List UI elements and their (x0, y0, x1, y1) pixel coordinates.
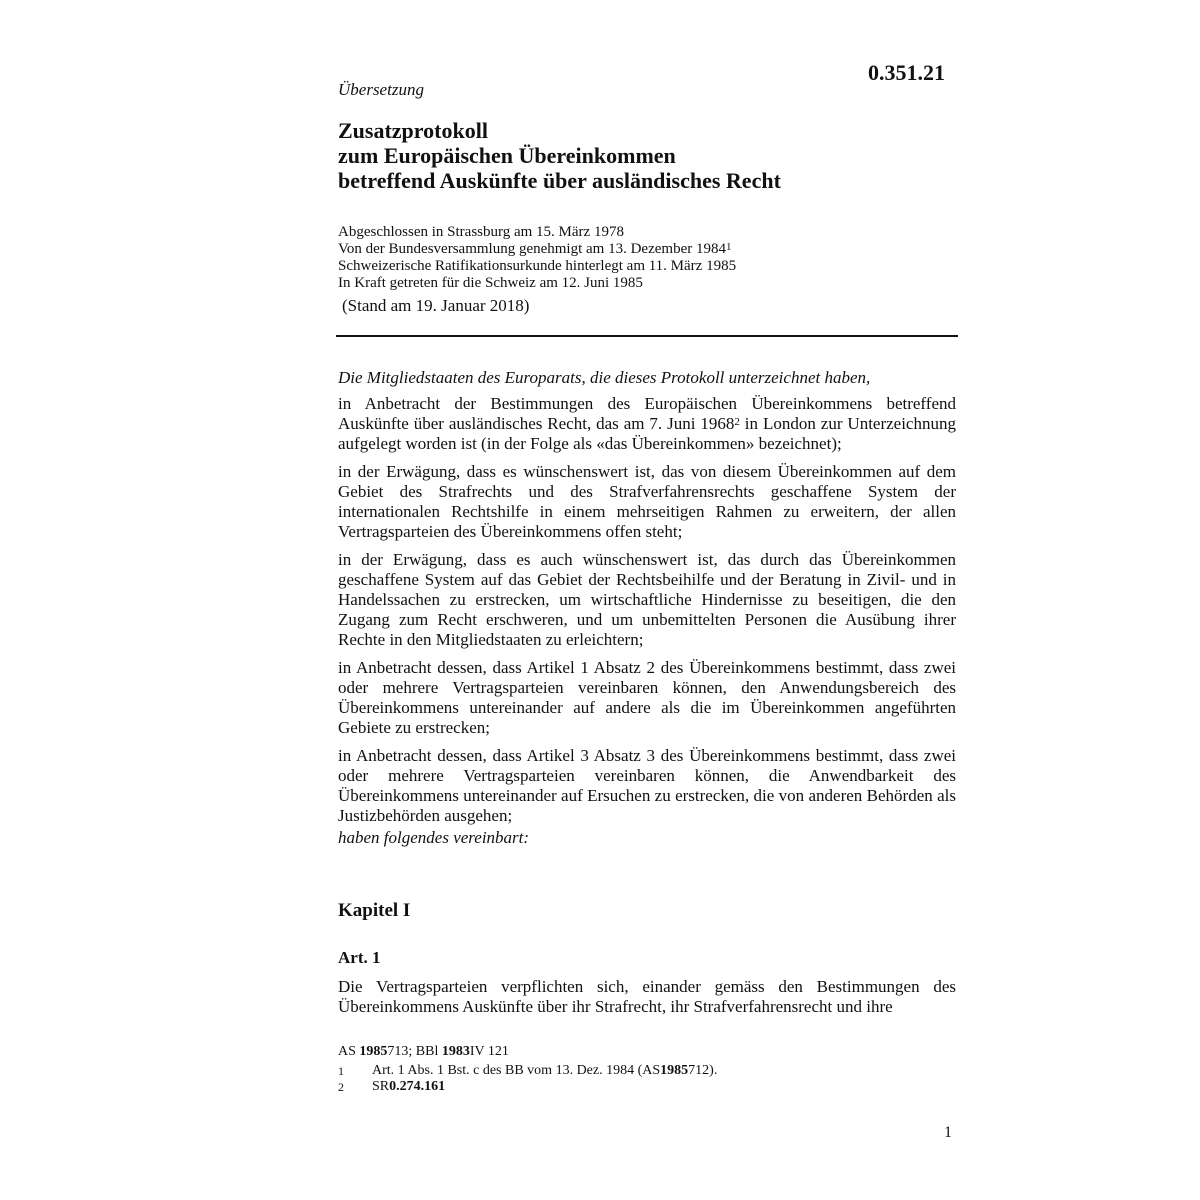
preamble-intro: Die Mitgliedstaaten des Europarats, die dieses Protokoll unterzeichnet haben, (338, 368, 871, 387)
sr-link[interactable]: 0.274.161 (389, 1079, 446, 1094)
as-reference: AS 1985 713; BBl 1983 IV 121 (338, 1044, 509, 1059)
article-heading: Art. 1 (338, 948, 381, 967)
preamble-paragraph-5: in Anbetracht dessen, dass Artikel 3 Absatz 3 des Übereinkommens bestimmt, dass zwei oder mehrere Vertragsparteien vereinbaren können, die Anwendbarkeit des Übereinkommens untereinander auf Ersuchen zu erstrecken, die von anderen Behörden als Justizbehörden ausgehen; (338, 746, 956, 825)
preamble-paragraph-4: in Anbetracht dessen, dass Artikel 1 Absatz 2 des Übereinkommens bestimmt, dass zwei oder mehrere Vertragsparteien vereinbaren können, den Anwendungsbereich des Übereinkommens untereinander auf andere als die im Übereinkommen angeführten Gebiete zu erstrecken; (338, 658, 956, 737)
preamble-paragraph-1: in Anbetracht der Bestimmungen des Europäischen Übereinkommens betreffend Auskünfte über ausländisches Recht, das am 7. Juni 1968$^2$ in London zur Unterzeichnung aufgelegt worden ist (in der Folge als «das Übereinkommen» bezeichnet); (338, 394, 956, 453)
sr-number: 0.351.21 (868, 60, 945, 85)
document-title (338, 118, 978, 193)
ratification-date: Schweizerische Ratifikationsurkunde hinterlegt am 11. März 1985 (338, 258, 737, 274)
footnote-1: 1 Art. 1 Abs. 1 Bst. c des BB vom 13. Dez. 1984 (AS 1985 712). (338, 1063, 718, 1078)
header-divider (336, 335, 958, 337)
preamble-paragraph-3: in der Erwägung, dass es auch wünschenswert ist, das durch das Übereinkommen geschaffene System auf das Gebiet der Rechtsbeihilfe und der Beratung in Zivil- und in Handelssachen zu erstrecken, um wirtschaftliche Hindernisse zu beseitigen, die den Zugang zum Recht erschweren, und um unbemittelten Personen die Ausübung ihrer Rechte in den Mitgliedstaaten zu erleichtern; (338, 550, 956, 649)
translation-label: Übersetzung (338, 80, 424, 99)
footnote-number: 2 (338, 1080, 344, 1094)
approved-date: Von der Bundesversammlung genehmigt am 13. Dezember 1984$^1$ (338, 241, 732, 257)
title-line-3: betreffend Auskünfte über ausländisches Recht (338, 168, 781, 193)
status-date: (Stand am 19. Januar 2018) (342, 296, 530, 315)
footnote-ref-2[interactable]: 2 (734, 416, 740, 428)
document-metadata (338, 224, 736, 292)
footnote-2: 2 SR 0.274.161 (338, 1079, 446, 1094)
in-force-date: In Kraft getreten für die Schweiz am 12. Juni 1985 (338, 275, 643, 291)
page-number: 1 (944, 1124, 952, 1141)
concluded-date: Abgeschlossen in Strassburg am 15. März 1978 (338, 224, 624, 240)
title-line-1: Zusatzprotokoll (338, 118, 488, 143)
article-text: Die Vertragsparteien verpflichten sich, einander gemäss den Bestimmungen des Übereinkommens Auskünfte über ihr Strafrecht, ihr Strafverfahrensrecht und ihre (338, 977, 956, 1016)
footnotes (338, 1044, 956, 1095)
title-line-2: zum Europäischen Übereinkommen (338, 143, 676, 168)
preamble-closing: haben folgendes vereinbart: (338, 828, 530, 847)
footnote-number: 1 (338, 1064, 344, 1078)
chapter-heading: Kapitel I (338, 900, 411, 921)
footnote-ref-1[interactable]: 1 (725, 241, 732, 253)
preamble (338, 368, 956, 856)
preamble-paragraph-2: in der Erwägung, dass es wünschenswert ist, das von diesem Übereinkommen auf dem Gebiet des Strafrechts und des Strafverfahrensrechts geschaffene System der internationalen Rechtshilfe in einem mehrseitigen Rahmen zu erweitern, der allen Vertragsparteien des Übereinkommens offen steht; (338, 462, 956, 541)
